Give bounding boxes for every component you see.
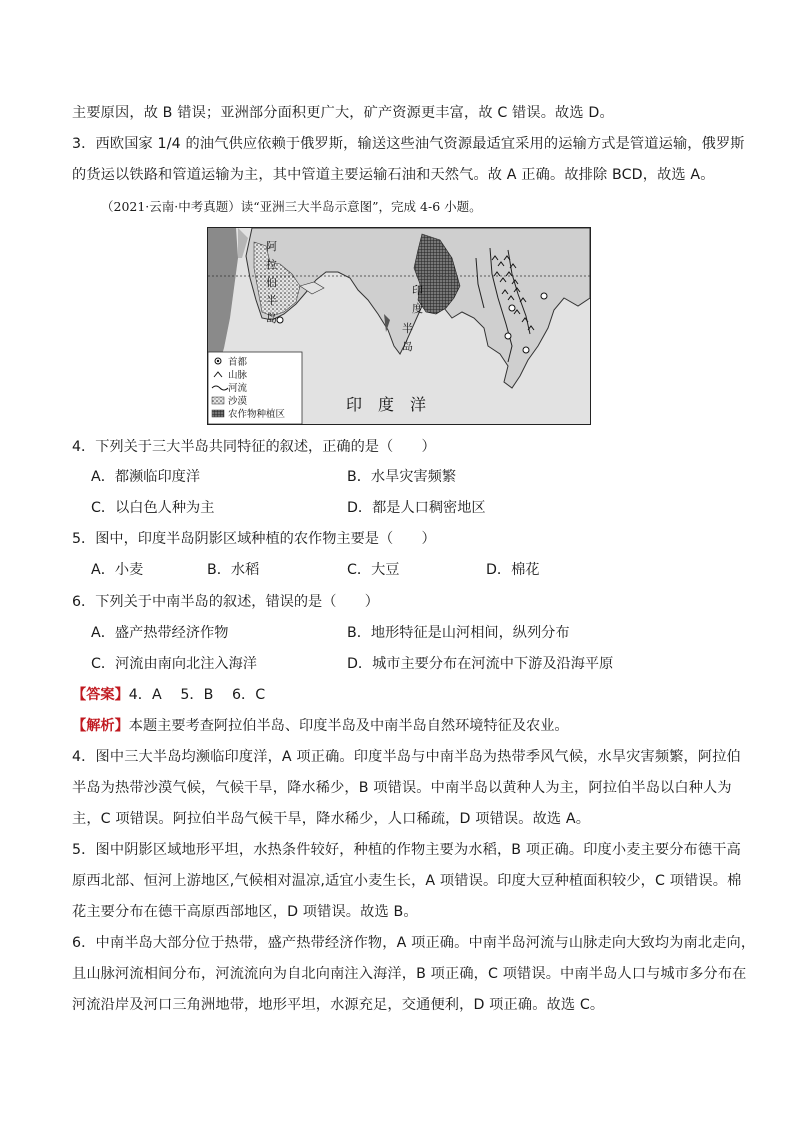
option-c: C．以白色人种为主	[91, 500, 215, 516]
legend-capital-label: 首都	[228, 357, 248, 368]
arabia-label-1: 阿	[266, 240, 277, 253]
arabia-label-2: 拉	[266, 258, 277, 271]
explanation-line: 花主要分布在德干高原西部地区，D 项错误。故选 B。	[72, 904, 418, 920]
option-d: D．都是人口稠密地区	[347, 500, 486, 516]
india-label-2: 度	[412, 302, 423, 315]
asia-peninsulas-map	[207, 227, 591, 425]
option-b: B．水旱灾害频繁	[347, 469, 457, 485]
legend-crop-label: 农作物种植区	[228, 409, 286, 420]
analysis-line	[72, 716, 569, 736]
explanation-line: 主，C 项错误。阿拉伯半岛气候干旱，降水稀少，人口稀疏，D 项错误。故选 A。	[72, 811, 591, 827]
option-a: A．盛产热带经济作物	[91, 625, 229, 641]
answer-text: 4．A 5．B 6．C	[128, 687, 266, 703]
option-b: B．地形特征是山河相间，纵列分布	[347, 625, 570, 641]
explanation-line: 5．图中阴影区域地形平坦，水热条件较好，种植的作物主要为水稻，B 项正确。印度小麦主要分布德干高	[72, 842, 741, 858]
analysis-text: 本题主要考查阿拉伯半岛、印度半岛及中南半岛自然环境特征及农业。	[128, 718, 569, 734]
legend-mountain-label: 山脉	[228, 370, 248, 381]
india-label-3: 半	[402, 322, 413, 335]
arabia-label-3: 伯	[266, 276, 277, 289]
legend-river-label: 河流	[228, 383, 248, 394]
explanation-line: 原西北部、恒河上游地区,气候相对温凉,适宜小麦生长，A 项错误。印度大豆种植面积较少，C 项错误。棉	[72, 873, 742, 889]
question-source: （2021·云南·中考真题）读“亚洲三大半岛示意图”，完成 4-6 小题。	[101, 199, 482, 214]
option-a: A．小麦	[91, 562, 144, 578]
option-a: A．都濒临印度洋	[91, 469, 201, 485]
answer-tag: 【答案】	[72, 687, 129, 703]
option-c: C．河流由南向北注入海洋	[91, 656, 257, 672]
explanation-line: 半岛为热带沙漠气候，气候干旱，降水稀少，B 项错误。中南半岛以黄种人为主，阿拉伯半岛以白种人为	[72, 780, 732, 796]
option-d: D．城市主要分布在河流中下游及沿海平原	[347, 656, 614, 672]
option-d: D．棉花	[486, 562, 540, 578]
legend-desert-label: 沙漠	[228, 396, 248, 407]
explanation-line: 河流沿岸及河口三角洲地带，地形平坦，水源充足，交通便利，D 项正确。故选 C。	[72, 997, 605, 1013]
ocean-label: 印 度 洋	[346, 395, 427, 414]
arabia-label-4: 半	[266, 294, 277, 307]
text-line: 的货运以铁路和管道运输为主，其中管道主要运输石油和天然气。故 A 正确。故排除 BCD，故选 A。	[72, 167, 715, 183]
answer-line	[72, 685, 265, 705]
analysis-tag: 【解析】	[72, 718, 129, 734]
india-label-4: 岛	[402, 340, 413, 353]
india-label-1: 印	[412, 284, 423, 297]
text-line: 主要原因，故 B 错误；亚洲部分面积更广大，矿产资源更丰富，故 C 错误。故选 D。	[72, 105, 614, 121]
explanation-line: 4．图中三大半岛均濒临印度洋，A 项正确。印度半岛与中南半岛为热带季风气候，水旱灾害频繁，阿拉伯	[72, 749, 741, 765]
question-stem: 6．下列关于中南半岛的叙述，错误的是（ ）	[72, 594, 379, 610]
option-c: C．大豆	[347, 562, 400, 578]
question-stem: 4．下列关于三大半岛共同特征的叙述，正确的是（ ）	[72, 439, 436, 455]
explanation-line: 且山脉河流相间分布，河流流向为自北向南注入海洋，B 项正确，C 项错误。中南半岛人口与城市多分布在	[72, 966, 747, 982]
arabia-label-5: 岛	[266, 312, 277, 325]
explanation-line: 6．中南半岛大部分位于热带，盛产热带经济作物，A 项正确。中南半岛河流与山脉走向大致均为南北走向，	[72, 935, 756, 951]
question-stem: 5．图中，印度半岛阴影区域种植的农作物主要是（ ）	[72, 531, 436, 547]
option-b: B．水稻	[207, 562, 260, 578]
text-line: 3．西欧国家 1/4 的油气供应依赖于俄罗斯，输送这些油气资源最适宜采用的运输方式是管道运输，俄罗斯	[72, 136, 745, 152]
